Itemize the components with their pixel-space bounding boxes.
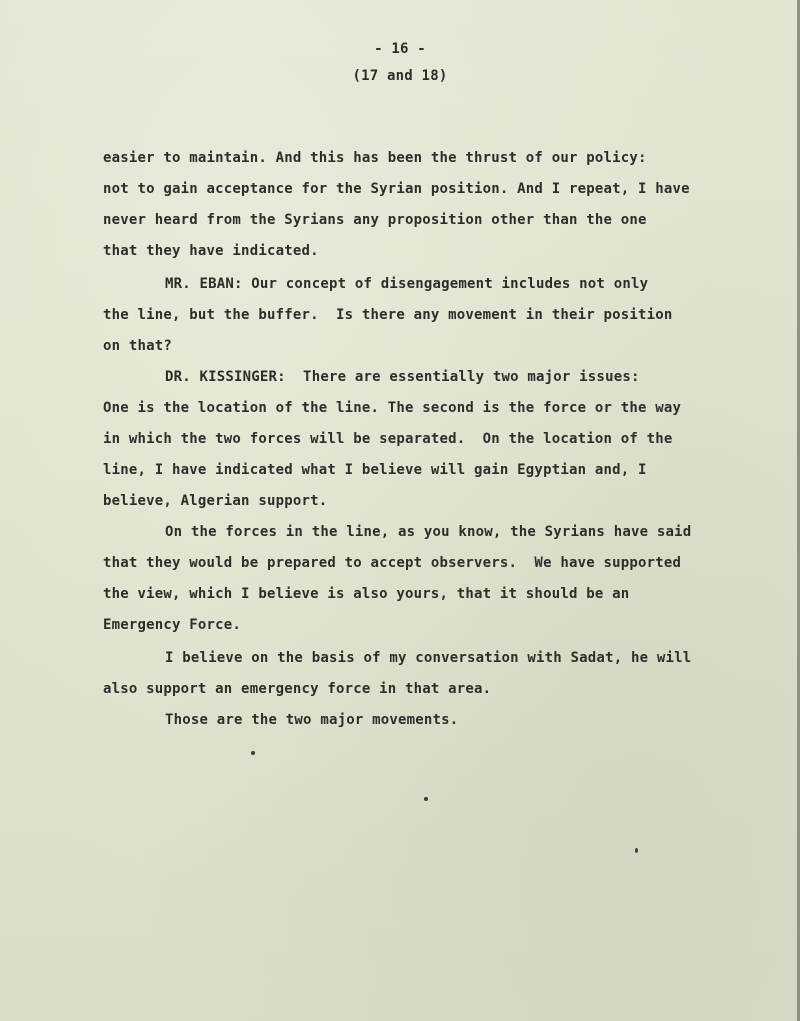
ink-speck	[251, 751, 255, 755]
text-line: that they have indicated.	[103, 243, 319, 259]
speaker-line-kissinger: DR. KISSINGER: There are essentially two major issues:	[165, 369, 640, 385]
text-line: in which the two forces will be separated. On the location of the	[103, 431, 673, 447]
paragraph-start-line: I believe on the basis of my conversation with Sadat, he will	[165, 650, 692, 666]
ink-speck	[635, 848, 638, 853]
text-line: Emergency Force.	[103, 617, 242, 633]
text-line: the line, but the buffer. Is there any movement in their position	[103, 307, 673, 323]
text-line: easier to maintain. And this has been the thrust of our policy:	[103, 150, 647, 166]
page-subtitle: (17 and 18)	[352, 68, 448, 84]
speaker-line-eban: MR. EBAN: Our concept of disengagement includes not only	[165, 276, 649, 292]
paragraph-start-line: On the forces in the line, as you know, the Syrians have said	[165, 524, 692, 540]
text-line: that they would be prepared to accept observers. We have supported	[103, 555, 682, 571]
text-line: line, I have indicated what I believe will gain Egyptian and, I	[103, 462, 647, 478]
text-line: not to gain acceptance for the Syrian position. And I repeat, I have	[103, 181, 690, 197]
text-line: never heard from the Syrians any proposition other than the one	[103, 212, 647, 228]
text-line: One is the location of the line. The second is the force or the way	[103, 400, 682, 416]
text-line: on that?	[103, 338, 173, 354]
page-number: - 16 -	[374, 41, 426, 57]
ink-speck	[424, 797, 428, 801]
text-line: also support an emergency force in that area.	[103, 681, 492, 697]
text-line: the view, which I believe is also yours, that it should be an	[103, 586, 630, 602]
text-line: believe, Algerian support.	[103, 493, 328, 509]
paragraph-start-line: Those are the two major movements.	[165, 712, 459, 728]
